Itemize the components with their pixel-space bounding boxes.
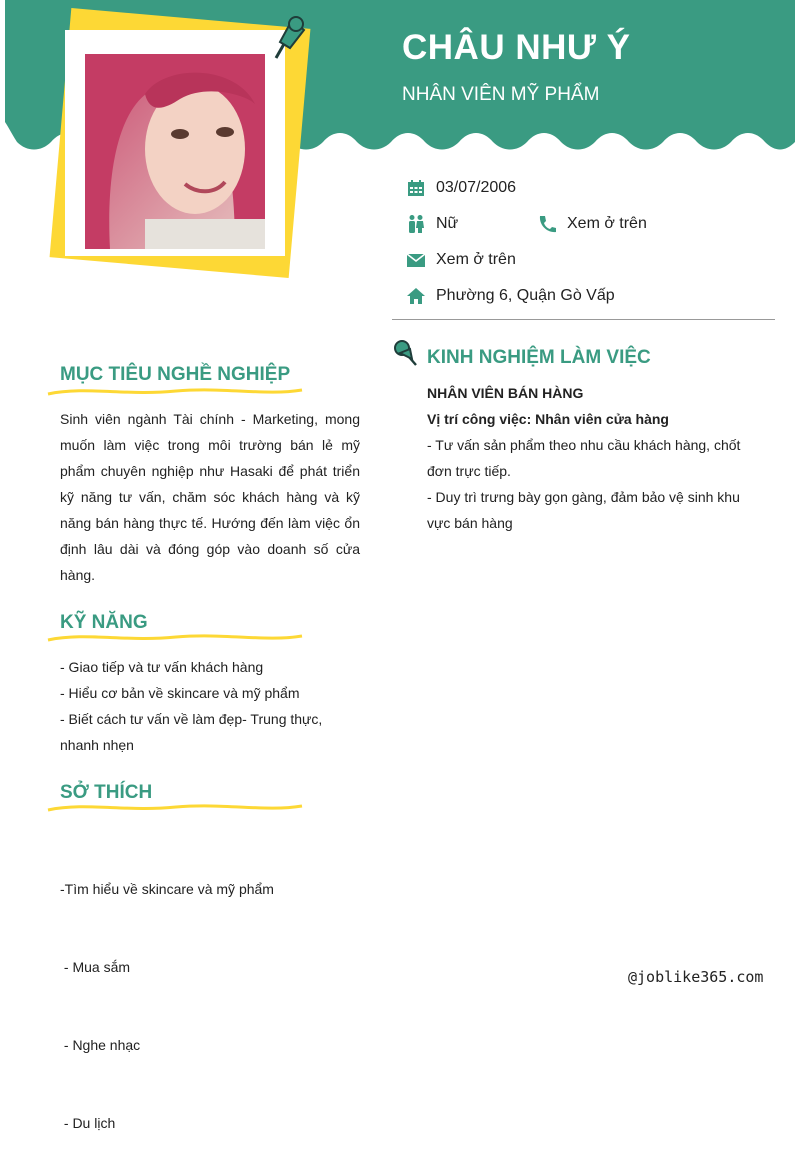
objective-underline bbox=[46, 386, 304, 398]
pushpin-icon bbox=[266, 14, 308, 62]
hobbies-underline bbox=[46, 802, 304, 814]
skill-item: - Hiểu cơ bản về skincare và mỹ phẩm bbox=[60, 685, 300, 701]
experience-detail-item: - Tư vấn sản phẩm theo nhu cầu khách hàng, chốt đơn trực tiếp. bbox=[427, 437, 741, 479]
contact-divider bbox=[392, 319, 775, 320]
experience-company: NHÂN VIÊN BÁN HÀNG bbox=[427, 385, 584, 401]
email-row bbox=[406, 250, 516, 270]
address-row bbox=[406, 286, 615, 306]
experience-detail-item: - Duy trì trưng bày gọn gàng, đảm bảo vệ sinh khu vực bán hàng bbox=[427, 489, 740, 531]
candidate-name: CHÂU NHƯ Ý bbox=[402, 28, 631, 67]
objective-text: Sinh viên ngành Tài chính - Marketing, mong muốn làm việc trong môi trường bán lẻ mỹ phẩm chuyên nghiệp như Hasaki để phát triển kỹ năng tư vấn, chăm sóc khách hàng và kỹ năng bán hàng thực tế. Hướng đến làm việc ổn định lâu dài và đóng góp vào doanh số cửa hàng. bbox=[60, 411, 360, 583]
experience-details bbox=[427, 432, 747, 536]
calendar-icon bbox=[406, 178, 426, 198]
email-value: Xem ở trên bbox=[436, 251, 516, 268]
home-icon bbox=[406, 286, 426, 306]
skill-item: - Biết cách tư vấn về làm đẹp- Trung thực, nhanh nhẹn bbox=[60, 711, 323, 753]
experience-position: Vị trí công việc: Nhân viên cửa hàng bbox=[427, 411, 669, 427]
hobbies-title: SỞ THÍCH bbox=[60, 782, 153, 803]
birthday-value: 03/07/2006 bbox=[436, 179, 517, 196]
candidate-title: NHÂN VIÊN MỸ PHẨM bbox=[402, 84, 600, 105]
experience-title: KINH NGHIỆM LÀM VIỆC bbox=[427, 347, 651, 368]
gender-icon bbox=[406, 214, 426, 234]
phone-value: Xem ở trên bbox=[567, 215, 647, 232]
pushpin-icon bbox=[392, 339, 420, 367]
hobby-item: - Nghe nhạc bbox=[60, 1037, 141, 1053]
birthday-row bbox=[406, 178, 516, 198]
objective-title: MỤC TIÊU NGHỀ NGHIỆP bbox=[60, 364, 291, 385]
hobby-item: - Du lịch bbox=[60, 1115, 116, 1131]
phone-row bbox=[537, 214, 647, 234]
hobby-item: -Tìm hiểu về skincare và mỹ phẩm bbox=[60, 881, 274, 897]
profile-photo bbox=[85, 54, 265, 249]
skill-item: - Giao tiếp và tư vấn khách hàng bbox=[60, 659, 264, 675]
skills-underline bbox=[46, 632, 304, 644]
skills-title: KỸ NĂNG bbox=[60, 612, 148, 633]
hobby-item: - Mua sắm bbox=[60, 959, 131, 975]
gender-row bbox=[406, 214, 458, 234]
hobbies-list bbox=[60, 824, 360, 1162]
email-icon bbox=[406, 250, 426, 270]
address-value: Phường 6, Quận Gò Vấp bbox=[436, 287, 615, 304]
watermark: @joblike365.com bbox=[628, 968, 764, 986]
gender-value: Nữ bbox=[436, 215, 459, 232]
skills-list bbox=[60, 654, 362, 758]
phone-icon bbox=[537, 214, 557, 234]
